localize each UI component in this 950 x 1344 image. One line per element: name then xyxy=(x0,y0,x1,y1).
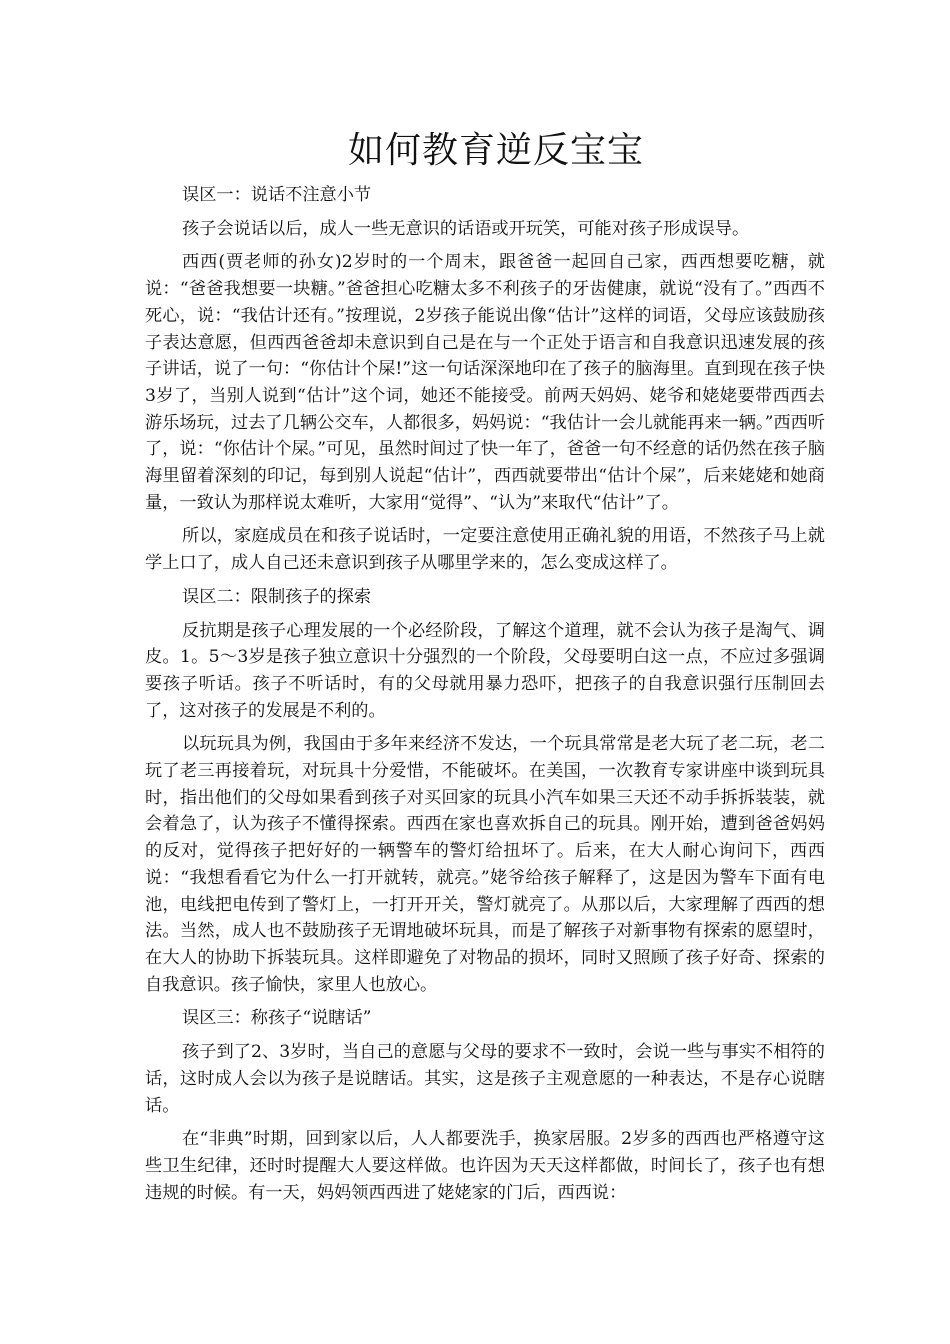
paragraph: 所以，家庭成员在和孩子说话时，一定要注意使用正确礼貌的用语，不然孩子马上就学上口了，成人自己还未意识到孩子从哪里学来的，怎么变成这样了。 xyxy=(145,526,825,574)
paragraph: 孩子会说话以后，成人一些无意识的话语或开玩笑，可能对孩子形成误导。 xyxy=(182,218,750,239)
section-heading-1: 误区一：说话不注意小节 xyxy=(182,185,372,205)
paragraph: 在“非典”时期，回到家以后，人人都要洗手，换家居服。2岁多的西西也严格遵守这些卫生纪律，还时时提醒大人要这样做。也许因为天天这样都做，时间长了，孩子也有想违规的时候。有一天，妈妈领西西进了姥姥家的门后，西西说： xyxy=(145,1129,825,1203)
document-title: 如何教育逆反宝宝 xyxy=(347,130,644,171)
section-heading-2: 误区二：限制孩子的探索 xyxy=(182,586,372,607)
document-body xyxy=(145,182,825,1213)
paragraph: 孩子到了2、3岁时，当自己的意愿与父母的要求不一致时，会说一些与事实不相符的话，这时成人会以为孩子是说瞎话。其实，这是孩子主观意愿的一种表达，不是存心说瞎话。 xyxy=(145,1042,825,1116)
section-heading-3: 误区三：称孩子“说瞎话” xyxy=(182,1008,372,1029)
paragraph: 西西(贾老师的孙女)2岁时的一个周末，跟爸爸一起回自己家，西西想要吃糖，就说：“爸爸我想要一块糖。”爸爸担心吃糖太多不利孩子的牙齿健康，就说“没有了。”西西不死心，说：“我估计还有。”按理说，2岁孩子能说出像“估计”这样的词语，父母应该鼓励孩子表达意愿，但西西爸爸却未意识到自己是在与一个正处于语言和自我意识迅速发展的孩子讲话，说了一句：“你估计个屎!”这一句话深深地印在了孩子的脑海里。直到现在孩子快3岁了，当别人说到“估计”这个词，她还不能接受。前两天妈妈、姥爷和姥姥要带西西去游乐场玩，过去了几辆公交车，人都很多，妈妈说：“我估计一会儿就能再来一辆。”西西听了，说：“你估计个屎。”可见，虽然时间过了快一年了，爸爸一句不经意的话仍然在孩子脑海里留着深刻的印记，每到别人说起“估计”，西西就要带出“估计个屎”，后来姥姥和她商量，一致认为那样说太难听，大家用“觉得”、“认为”来取代“估计”了。 xyxy=(145,252,825,513)
paragraph: 以玩玩具为例，我国由于多年来经济不发达，一个玩具常常是老大玩了老二玩，老二玩了老三再接着玩，对玩具十分爱惜，不能破坏。在美国，一次教育专家讲座中谈到玩具时，指出他们的父母如果看到孩子对买回家的玩具小汽车如果三天还不动手拆拆装装，就会着急了，认为孩子不懂得探索。西西在家也喜欢拆自己的玩具。刚开始，遭到爸爸妈妈的反对，觉得孩子把好好的一辆警车的警灯给扭坏了。后来，在大人耐心询问下，西西说：“我想看看它为什么一打开就转，就亮。”姥爷给孩子解释了，这是因为警车下面有电池，电线把电传到了警灯上，一打开开关，警灯就亮了。从那以后，大家理解了西西的想法。当然，成人也不鼓励孩子无谓地破坏玩具，而是了解孩子对新事物有探索的愿望时，在大人的协助下拆装玩具。这样即避免了对物品的损坏，同时又照顾了孩子好奇、探索的自我意识。孩子愉快，家里人也放心。 xyxy=(145,734,825,995)
paragraph: 反抗期是孩子心理发展的一个必经阶段，了解这个道理，就不会认为孩子是淘气、调皮。1。5～3岁是孩子独立意识十分强烈的一个阶段，父母要明白这一点，不应过多强调要孩子听话。孩子不听话时，有的父母就用暴力恐吓，把孩子的自我意识强行压制回去了，这对孩子的发展是不利的。 xyxy=(145,620,825,721)
